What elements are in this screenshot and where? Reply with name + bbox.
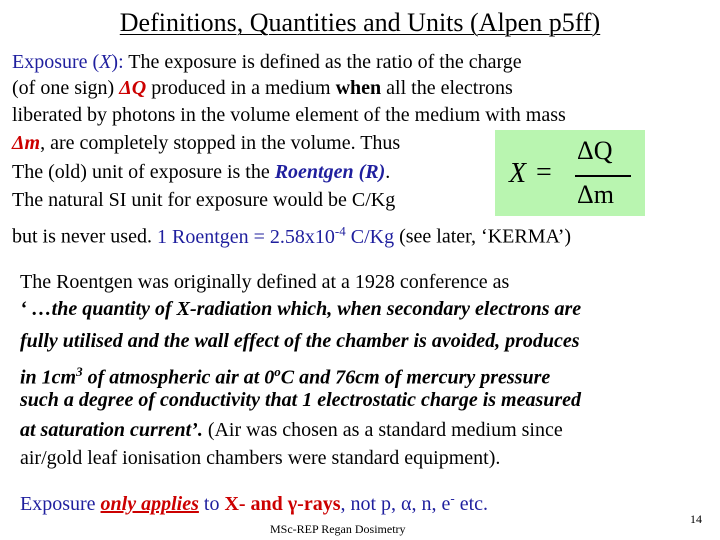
- para2-line4: in $1cm^3$ of atmospheric air at 0$^o$C and 76cm of mercury pressure: [20, 364, 551, 389]
- formula-numerator: ΔQ: [577, 136, 613, 165]
- para1-line3: liberated by photons in the volume element of the medium with mass: [12, 104, 566, 126]
- exposure-term: Exposure (X):: [12, 51, 124, 73]
- formula-lhs: X: [509, 158, 527, 189]
- para2-line3: fully utilised and the wall effect of the chamber is avoided, produces: [20, 330, 580, 352]
- page-title: Definitions, Quantities and Units (Alpen p5ff): [119, 8, 601, 37]
- exposure-formula: [495, 130, 645, 216]
- formula-equals: =: [536, 157, 552, 188]
- formula-denominator: Δm: [577, 180, 614, 209]
- para2-line5: such a degree of conductivity that 1 electrostatic charge is measured: [20, 389, 582, 411]
- para1-line4: Δm, are completely stopped in the volume. Thus: [12, 132, 401, 154]
- para1-line2: (of one sign) ΔQ produced in a medium when all the electrons: [12, 77, 513, 99]
- para1-line6: The natural SI unit for exposure would be C/Kg: [12, 189, 396, 211]
- fraction-bar: [575, 175, 631, 177]
- footer-text: MSc-REP Regan Dosimetry: [270, 522, 406, 536]
- para1-line7: but is never used. 1 Roentgen = $2.58x10^{-4}$ C/Kg (see later, ‘KERMA’): [12, 223, 572, 248]
- para3-line: Exposure only applies to X- and γ-rays, not p, α, n, e- etc.: [20, 490, 489, 515]
- para1-line5: The (old) unit of exposure is the Roentgen (R).: [12, 161, 391, 183]
- para2-line6: at saturation current’. (Air was chosen as a standard medium since: [20, 419, 563, 441]
- para1-line1: Exposure (X): The exposure is defined as the ratio of the charge: [12, 51, 522, 73]
- para2-line1: The Roentgen was originally defined at a 1928 conference as: [20, 271, 510, 293]
- page-number: 14: [690, 512, 702, 526]
- para2-line7: air/gold leaf ionisation chambers were standard equipment).: [20, 447, 501, 469]
- roentgen-unit: Roentgen (R): [274, 161, 386, 183]
- para2-line2: ‘ …the quantity of X-radiation which, when secondary electrons are: [20, 298, 582, 320]
